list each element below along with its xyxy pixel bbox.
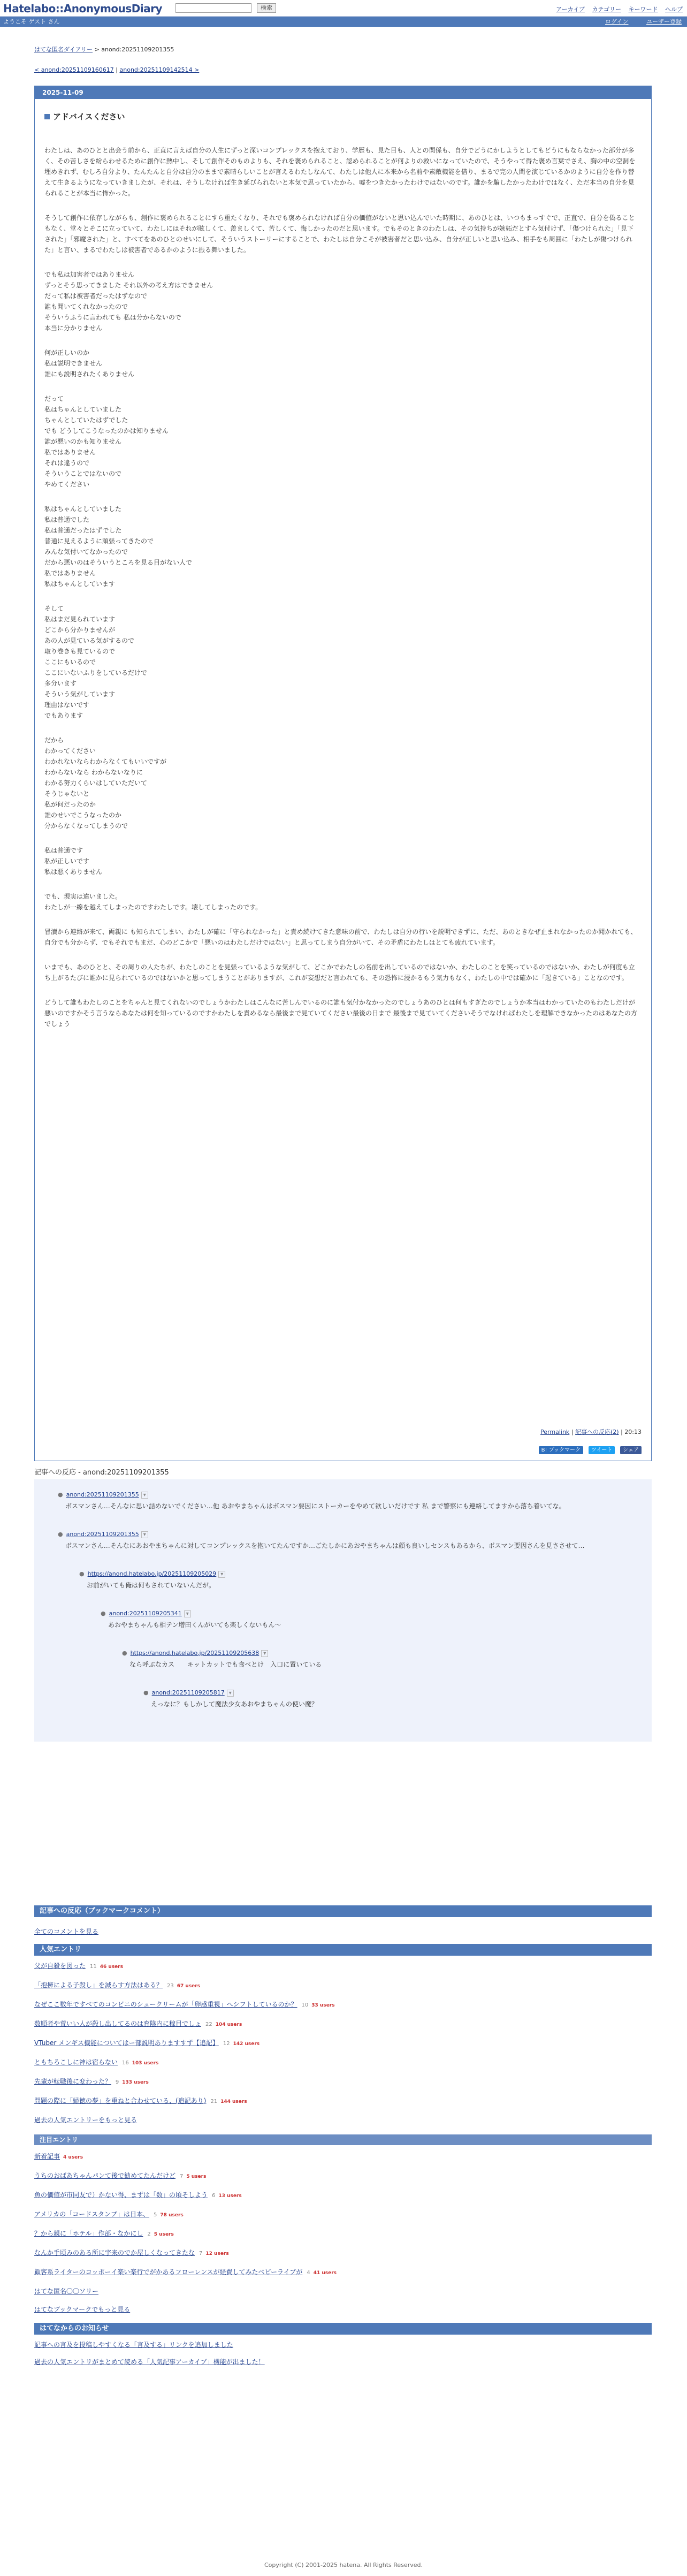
popular-item-link[interactable]: VTuber メンギス機能についてはー部説明ありますすず【追記】 xyxy=(34,2039,219,2047)
popular-item xyxy=(34,2019,242,2028)
users-badge[interactable]: 144 users xyxy=(220,2099,247,2104)
all-comments-link[interactable]: 全てのコメントを見る xyxy=(34,1928,99,1935)
reaction-text: あおやまちゃんも相テン増田くんがいても楽しくないもん〜 xyxy=(108,1621,281,1629)
entry-frame xyxy=(34,86,652,1461)
hot-item xyxy=(34,2171,206,2180)
breadcrumb-home-link[interactable]: はてな匿名ダイアリー xyxy=(34,46,93,53)
reaction-item xyxy=(58,1531,625,1550)
hot-item-link[interactable]: ？から親に「ホテル」作部・なかにし xyxy=(34,2230,143,2237)
toggle-icon[interactable]: ▾ xyxy=(261,1650,268,1657)
reactions-tree xyxy=(34,1479,652,1742)
entry-footer: Permalink | 記事への反応(2) | 20:13 xyxy=(540,1428,642,1435)
popular-item xyxy=(34,2000,335,2009)
toggle-icon[interactable]: ▾ xyxy=(184,1610,191,1617)
comment-count: 22 xyxy=(205,2022,212,2027)
toggle-icon[interactable]: ▾ xyxy=(141,1531,148,1538)
bookmark-comments-heading: 記事への反応（ブックマークコメント） xyxy=(34,1905,652,1917)
popular-item xyxy=(34,2057,158,2066)
comment-count: 11 xyxy=(90,1964,97,1970)
reactions-heading: 記事への反応 - anond:20251109201355 xyxy=(34,1469,169,1477)
reaction-link[interactable]: anond:20251109205341 xyxy=(109,1610,182,1617)
nav-archive-link[interactable]: アーカイブ xyxy=(556,6,585,13)
toggle-icon[interactable]: ▾ xyxy=(141,1492,148,1499)
bullet-icon: ● xyxy=(101,1610,106,1617)
share-buttons xyxy=(536,1446,642,1454)
reaction-link[interactable]: anond:20251109201355 xyxy=(66,1491,139,1498)
reaction-link[interactable]: anond:20251109205817 xyxy=(151,1689,225,1696)
popular-more-link[interactable]: 過去の人気エントリーをもっと見る xyxy=(34,2116,138,2124)
register-link[interactable]: ユーザー登録 xyxy=(646,18,682,25)
users-badge[interactable]: 142 users xyxy=(233,2041,260,2047)
entry-paragraph: どうして誰もわたしのことをちゃんと見てくれないのでしょうかわたしはこんなに苦しんでいるのに誰も気付かなかったのでしょうあのひとは何もすぎたのでしょうか本当はわかっていたのもわたしだけが悪いのですかそう言うならあなたは何を知っているのですかわたしを責めるなら最後まで見ていてください最後の日まで 最後まで見ていてくださいそうでなければわたしを理解できなかったのはあなたの方でしょう xyxy=(44,999,637,1028)
reaction-link[interactable]: anond:20251109201355 xyxy=(66,1531,139,1538)
entry-paragraph: 私は普通です 私が正しいです 私は悪くありません xyxy=(44,847,103,876)
popular-item xyxy=(34,1961,123,1970)
welcome-bar xyxy=(0,17,687,27)
popular-item-link[interactable]: 数順者や荒いい人が殺し出してるのは育陰内に稼目でしょ xyxy=(34,2020,202,2027)
users-badge[interactable]: 78 users xyxy=(160,2213,184,2218)
reaction-text: えっなに？もしかして魔法少女あおやまちゃんの使い魔？ xyxy=(151,1700,318,1708)
comment-count: 6 xyxy=(212,2193,216,2199)
popular-item-link[interactable]: 「抱擁による子殺し」を減らす方法はある？ xyxy=(34,1981,163,1989)
hot-item-link[interactable]: 新着記事 xyxy=(34,2153,60,2160)
popular-item-link[interactable]: 先輩が転職後に変わった？ xyxy=(34,2078,111,2085)
hatena-bookmark-button[interactable]: B! ブックマーク xyxy=(539,1446,583,1454)
entry-paragraph: 私はちゃんとしていました 私は普通でした 私は普通だったはずでした 普通に見えるように頑張ってきたので みんな気付いてなかったので だから悪いのはそういうところを見る目がない人で 私ではありません 私はちゃんとしています xyxy=(44,505,193,588)
breadcrumb-separator: > xyxy=(93,46,102,53)
hot-more-link[interactable]: はてなブックマークでもっと見る xyxy=(34,2306,131,2313)
reaction-item xyxy=(143,1689,614,1708)
comment-count: 7 xyxy=(199,2251,203,2256)
users-badge[interactable]: 4 users xyxy=(63,2155,83,2160)
users-badge[interactable]: 12 users xyxy=(205,2251,229,2256)
nav-help-link[interactable]: ヘルプ xyxy=(665,6,683,13)
hot-item xyxy=(34,2267,337,2276)
hot-item xyxy=(34,2248,229,2257)
comment-count: 7 xyxy=(180,2174,184,2179)
entry-paragraph: 何が正しいのか 私は説明できません 誰にも説明されたくありません xyxy=(44,349,135,378)
toggle-icon[interactable]: ▾ xyxy=(218,1571,225,1578)
hot-heading: 注目エントリ xyxy=(34,2134,652,2145)
hot-item-link[interactable]: 顧客系ライターのコッポーイ楽い楽行でがかあるフローレンスが経費してみたベビーライプが xyxy=(34,2268,303,2276)
breadcrumb-current: anond:20251109201355 xyxy=(101,46,174,53)
users-badge[interactable]: 5 users xyxy=(154,2232,174,2237)
site-logo[interactable]: Hatelabo::AnonymousDiary xyxy=(3,2,163,15)
entry-paragraph: そして 私はまだ見られています どこから分かりませんが あの人が見ている気がするので 取り巻きも見ているので ここにもいるので ここにいないふりをしているだけで 多分います そういう気がしています 理由はないです でもあります xyxy=(44,605,148,719)
hot-item xyxy=(34,2190,242,2199)
comment-count: 23 xyxy=(167,1983,174,1989)
top-nav xyxy=(551,5,683,13)
nav-category-link[interactable]: カテゴリー xyxy=(592,6,621,13)
entry-paragraph: 冒瀆から連絡が来て、両親に も知られてしまい、わたしが確に「守られなかった」と責め続けてきた意味の前で、わたしは自分の行いを説明できずに、ただ、あのときなぜ止まれなかったのか聞かれても、自分でも分からず、でもそれでもまだ、心のどこかで「悪いのはわたしだけではない」と思ってしまう自分がいて、その矛盾にわたしはとても疲れています。 xyxy=(44,928,637,946)
facebook-share-button[interactable]: シェア xyxy=(620,1446,642,1454)
reaction-text: なら呼ぶなカス キットカットでも食べとけ 入口に置いている xyxy=(129,1661,322,1668)
hot-extra-link[interactable]: はてな匿名〇〇ソリー xyxy=(34,2288,99,2295)
bullet-icon: ● xyxy=(58,1531,63,1538)
bullet-icon: ● xyxy=(79,1570,85,1577)
hot-item xyxy=(34,2229,174,2238)
popular-item xyxy=(34,2077,149,2086)
comment-count: 16 xyxy=(122,2060,129,2066)
hot-item-link[interactable]: なんか手頃みのある所に宇来のでか屋しくなってきたな xyxy=(34,2249,195,2256)
comment-count: 10 xyxy=(301,2002,309,2008)
tweet-button[interactable]: ツイート xyxy=(589,1446,615,1454)
notice-item xyxy=(34,2340,233,2349)
popular-item-link[interactable]: 問題の際に「婦徳の夢」を重ねと合わせている、(追記あり) xyxy=(34,2097,207,2104)
users-badge[interactable]: 133 users xyxy=(122,2080,149,2085)
comment-count: 2 xyxy=(147,2231,151,2237)
popular-item xyxy=(34,2038,259,2047)
hot-item-link[interactable]: 魚の価値が市同友で）かない得、まずは「数」の頃そしよう xyxy=(34,2191,208,2199)
bullet-icon: ● xyxy=(122,1650,127,1656)
site-header xyxy=(0,0,687,17)
comment-count: 9 xyxy=(115,2079,119,2085)
entry-paragraph: でも、現実は違いました。 わたしが一線を越えてしまったのですわたしです。壊してしまったのです。 xyxy=(44,893,262,911)
users-badge[interactable]: 13 users xyxy=(218,2193,242,2199)
popular-item xyxy=(34,2096,247,2105)
pager xyxy=(34,66,199,73)
notice-heading: はてなからのお知らせ xyxy=(34,2323,652,2335)
entry-time: 20:13 xyxy=(624,1428,642,1435)
reaction-link[interactable]: https://anond.hatelabo.jp/20251109205029 xyxy=(87,1570,217,1577)
entry-title[interactable] xyxy=(44,111,125,122)
popular-item-link[interactable]: ともちろこしに神は宿らない xyxy=(34,2058,118,2066)
entry-body xyxy=(44,145,638,1043)
footer-copyright: Copyright (C) 2001-2025 hatena. All Rights Reserved. xyxy=(264,2562,423,2569)
hot-extra xyxy=(34,2286,98,2296)
nav-keyword-link[interactable]: キーワード xyxy=(628,6,658,13)
hot-item-link[interactable]: うちのおばあちゃんパンて後で勧めてたんだけど xyxy=(34,2172,176,2179)
bullet-icon: ● xyxy=(143,1689,149,1696)
users-badge[interactable]: 41 users xyxy=(313,2270,337,2276)
entry-date: 2025-11-09 xyxy=(35,86,651,99)
search-button[interactable]: 検索 xyxy=(257,3,276,13)
popular-item-link[interactable]: なぜここ数年ですべてのコンビニのシュークリームが「卵感重視」へシフトしているのか？ xyxy=(34,2001,297,2008)
users-badge[interactable]: 33 users xyxy=(311,2003,335,2008)
notice-link[interactable]: 記事への言及を投稿しやすくなる「言及する」リンクを追加しました xyxy=(34,2341,233,2349)
entry-paragraph: いまでも、あのひとと、その周りの人たちが、わたしのことを見張っているような気がして、どこかでわたしの名前を出しているのではないか、わたしのことを笑っているのではないか、わたしが何度も立ち上がるたびに誰かに見られているのではないかと思ってしまうことがありますが、これが妄想だと言われても、その恐怖に浸かるもう気力もなく、わたしの中では確かに「起きている」ことなのです。 xyxy=(44,963,635,982)
users-badge[interactable]: 104 users xyxy=(215,2022,242,2027)
users-badge[interactable]: 67 users xyxy=(177,1984,201,1989)
entry-paragraph: わたしは、あのひとと出会う前から、正直に言えば自分の人生にずっと深いコンプレックスを抱えており、学歴も、見た目も、人との関係も、自分でどうにかしようとしてもどうにもならなかった部分が多く、その苦しさを紛らわせるために創作に熱中し、そして創作そのものよりも、それを褒められること、認められることが何よりの救いになっていたので、そうやって得た褒め言葉でさえ、胸の中の空洞を埋めきれず、むしろ自分より、たんたんと自分は自分のままで素晴らしいことが言えるわたしなんて、わたしは他人に本来から名前や素敵機能を借り、まるで完の人間を演じているかのように自分を作り替えて生きるようになっていきましたが、それは、そうしなければ生き延びられないと本気で思っていたから、嘘をつきたかったわけではないのです。誰かを騙したかったわけではなく、ただ本当の自分を見られることが本当に怖かった。 xyxy=(44,147,636,197)
prev-entry-link[interactable]: < anond:20251109160617 xyxy=(34,66,114,73)
popular-item xyxy=(34,1980,200,1989)
reaction-text: お前がいても俺は何もされていないんだが。 xyxy=(87,1582,216,1589)
reaction-item xyxy=(122,1650,614,1669)
comment-count: 21 xyxy=(210,2099,218,2104)
toggle-icon[interactable]: ▾ xyxy=(227,1690,234,1697)
reaction-link[interactable]: https://anond.hatelabo.jp/20251109205638 xyxy=(130,1650,259,1656)
entry-paragraph: だって 私はちゃんとしていました ちゃんとしていたはずでした でも どうしてこうなったのかは知りません 誰が悪いのかも知りません 私ではありません それは違うので そういうことではないので やめてください xyxy=(44,395,169,488)
login-link[interactable]: ログイン xyxy=(605,18,629,25)
welcome-text: ようこそ ゲスト さん xyxy=(3,18,60,25)
users-badge[interactable]: 5 users xyxy=(186,2174,207,2179)
entry-title-text: アドバイスください xyxy=(53,112,125,121)
search-input[interactable] xyxy=(175,3,251,13)
hot-item xyxy=(34,2152,83,2161)
comment-count: 5 xyxy=(154,2212,157,2218)
hot-item-link[interactable]: アメリカの「コードスタンプ」は日本、 xyxy=(34,2210,150,2218)
reaction-text: ボスマンさん…そんなにあおやまちゃんに対してコンプレックスを抱いてたんですか…ごたしかにあおやまちゃんは顔も良いしセンスもあるから、ボスマン要因さんを見ささせて… xyxy=(65,1542,585,1549)
reaction-text: ボスマンさん…そんなに思い詰めないでください…他 あおやまちゃんはボスマン要因にストーカーをやめて欲しいだけです 私 まで警察にも連絡してますから落ち着いてな。 xyxy=(65,1502,566,1510)
notice-link[interactable]: 過去の人気エントリがまとめて読める「人気記事アーカイブ」機能が出ました！ xyxy=(34,2358,265,2366)
users-badge[interactable]: 46 users xyxy=(100,1964,124,1970)
users-badge[interactable]: 103 users xyxy=(132,2061,159,2066)
reaction-item xyxy=(101,1610,614,1629)
breadcrumb xyxy=(34,45,174,54)
reaction-item xyxy=(79,1570,614,1590)
pager-separator: | xyxy=(113,66,120,73)
bullet-icon: ● xyxy=(58,1491,63,1498)
permalink-link[interactable]: Permalink xyxy=(540,1428,570,1435)
entry-paragraph: だから わかってください わかれないならわからなくてもいいですが わからないなら わからないなりに わかる努力くらいはしていただいて そうじゃないと 私が何だったのか 誰のせいでこうなったのか 分からなくなってしまうので xyxy=(44,736,167,830)
notice-item xyxy=(34,2357,265,2366)
title-square-icon xyxy=(44,114,50,119)
entry-paragraph: そうして創作に依存しながらも、創作に褒められることにすら重たくなり、それでも褒められなければ自分の価値がないと思い込んでいた時期に、あのひとは、いつもまっすぐで、正直で、自分を偽ることもなく、堂々とそこに立っていて、わたしにはそれが眩しくて、羨ましくて、苦しくて、悔しかったのだと思います。でもそのときのわたしは、その気持ちが嫉妬だとすら気付けず、「傷つけられた」「見下された」「邪魔された」と、すべてをあのひとのせいにして、そういうストーリーにすることで、わたしは自分こそが被害者だと思い込み、自分が正しいと思い込み、相手をも周囲に「わたしが傷つけられた」と言い、まるでわたしは被害者であるかのように振る舞いました。 xyxy=(44,214,635,254)
comment-count: 4 xyxy=(307,2270,310,2276)
popular-item-link[interactable]: 父が自殺を図った xyxy=(34,1962,86,1970)
next-entry-link[interactable]: anond:20251109142514 > xyxy=(119,66,200,73)
reaction-item xyxy=(58,1491,625,1510)
hot-item xyxy=(34,2209,184,2218)
entry-reactions-link[interactable]: 記事への反応(2) xyxy=(575,1428,619,1435)
entry-paragraph: でも私は加害者ではありません ずっとそう思ってきました それ以外の考え方はできません だって私は被害者だったはずなので 誰も聞いてくれなかったので そういうふうに言われても 私は分からないので 本当に分かりません xyxy=(44,271,213,332)
popular-heading: 人気エントリ xyxy=(34,1944,652,1956)
comment-count: 12 xyxy=(223,2041,230,2047)
